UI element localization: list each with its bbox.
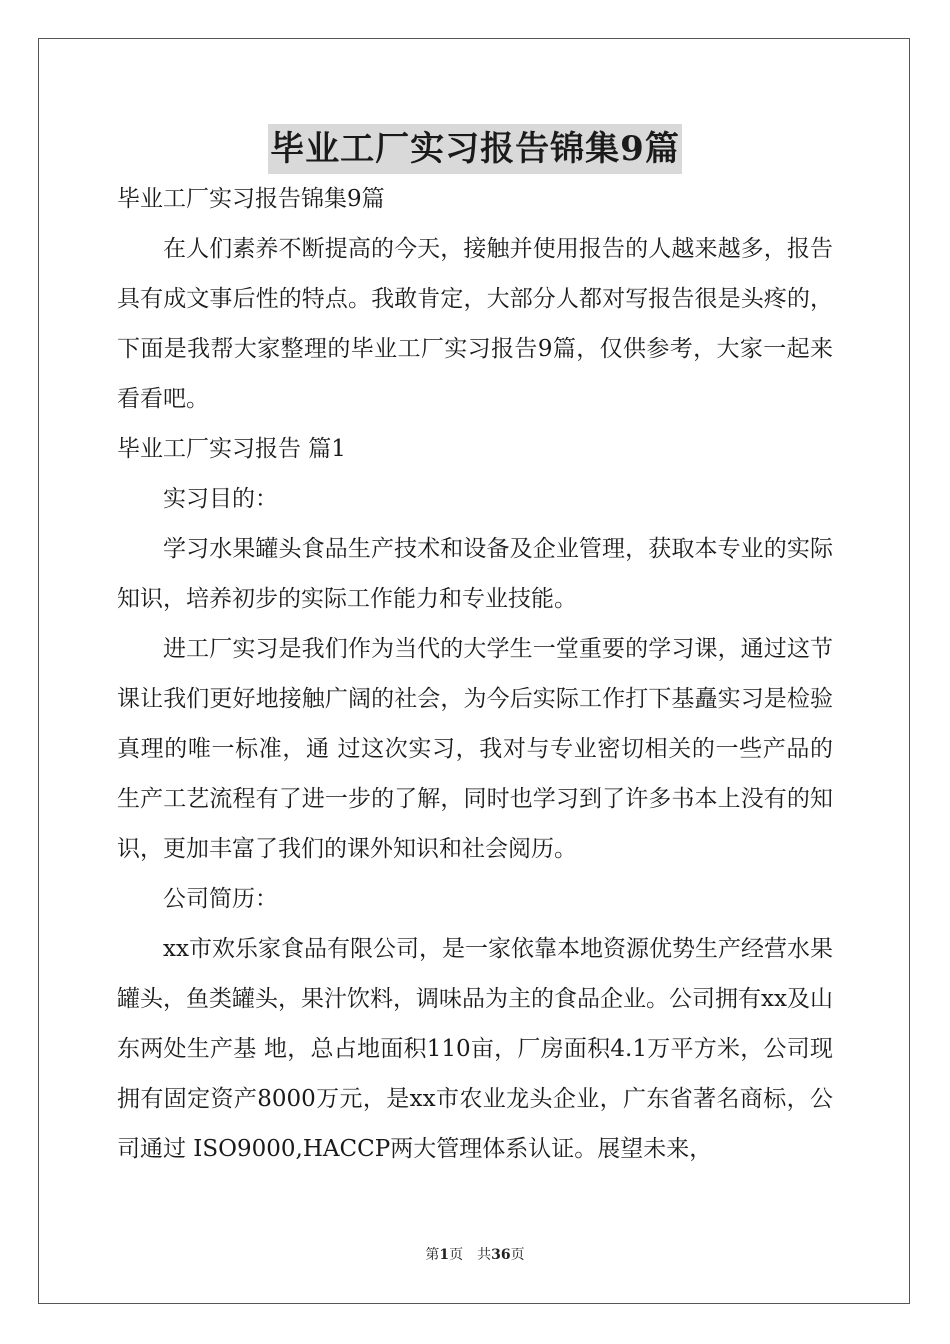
intro-paragraph: 在人们素养不断提高的今天，接触并使用报告的人越来越多，报告具有成文事后性的特点。我敢肯定，大部分人都对写报告很是头疼的，下面是我帮大家整理的毕业工厂实习报告9篇，仅供参考，大家一起来看看吧。 xyxy=(117,236,833,412)
footer-suffix: 页 xyxy=(510,1247,525,1263)
footer-mid: 页 共 xyxy=(449,1247,492,1263)
subheading-company: 公司简历： xyxy=(163,886,278,912)
subtitle-line: 毕业工厂实习报告锦集9篇 xyxy=(117,186,385,212)
title-area xyxy=(0,124,950,174)
section-heading: 毕业工厂实习报告 篇1 xyxy=(117,436,346,462)
document-title: 毕业工厂实习报告锦集9篇 xyxy=(268,124,682,174)
footer-page-number: 1 xyxy=(439,1247,450,1263)
footer-prefix: 第 xyxy=(425,1247,440,1263)
paragraph-purpose: 学习水果罐头食品生产技术和设备及企业管理，获取本专业的实际知识，培养初步的实际工作能力和专业技能。 xyxy=(117,536,833,612)
subheading-purpose: 实习目的： xyxy=(163,486,278,512)
paragraph-company: xx市欢乐家食品有限公司，是一家依靠本地资源优势生产经营水果罐头，鱼类罐头，果汁饮料，调味品为主的食品企业。公司拥有xx及山东两处生产基 地，总占地面积110亩，厂房面积4.1万平方米，公司现拥有固定资产8000万元，是xx市农业龙头企业，广东省著名商标，公司通过 ISO9000,HACCP两大管理体系认证。展望未来， xyxy=(117,936,833,1162)
footer-page-total: 36 xyxy=(491,1247,511,1263)
paragraph-internship: 进工厂实习是我们作为当代的大学生一堂重要的学习课，通过这节课让我们更好地接触广阔的社会，为今后实际工作打下基矗实习是检验真理的唯一标准，通 过这次实习，我对与专业密切相关的一些产品的生产工艺流程有了进一步的了解，同时也学习到了许多书本上没有的知识，更加丰富了我们的课外知识和社会阅历。 xyxy=(117,636,833,862)
page-footer xyxy=(0,1244,950,1264)
document-body xyxy=(117,174,833,1174)
